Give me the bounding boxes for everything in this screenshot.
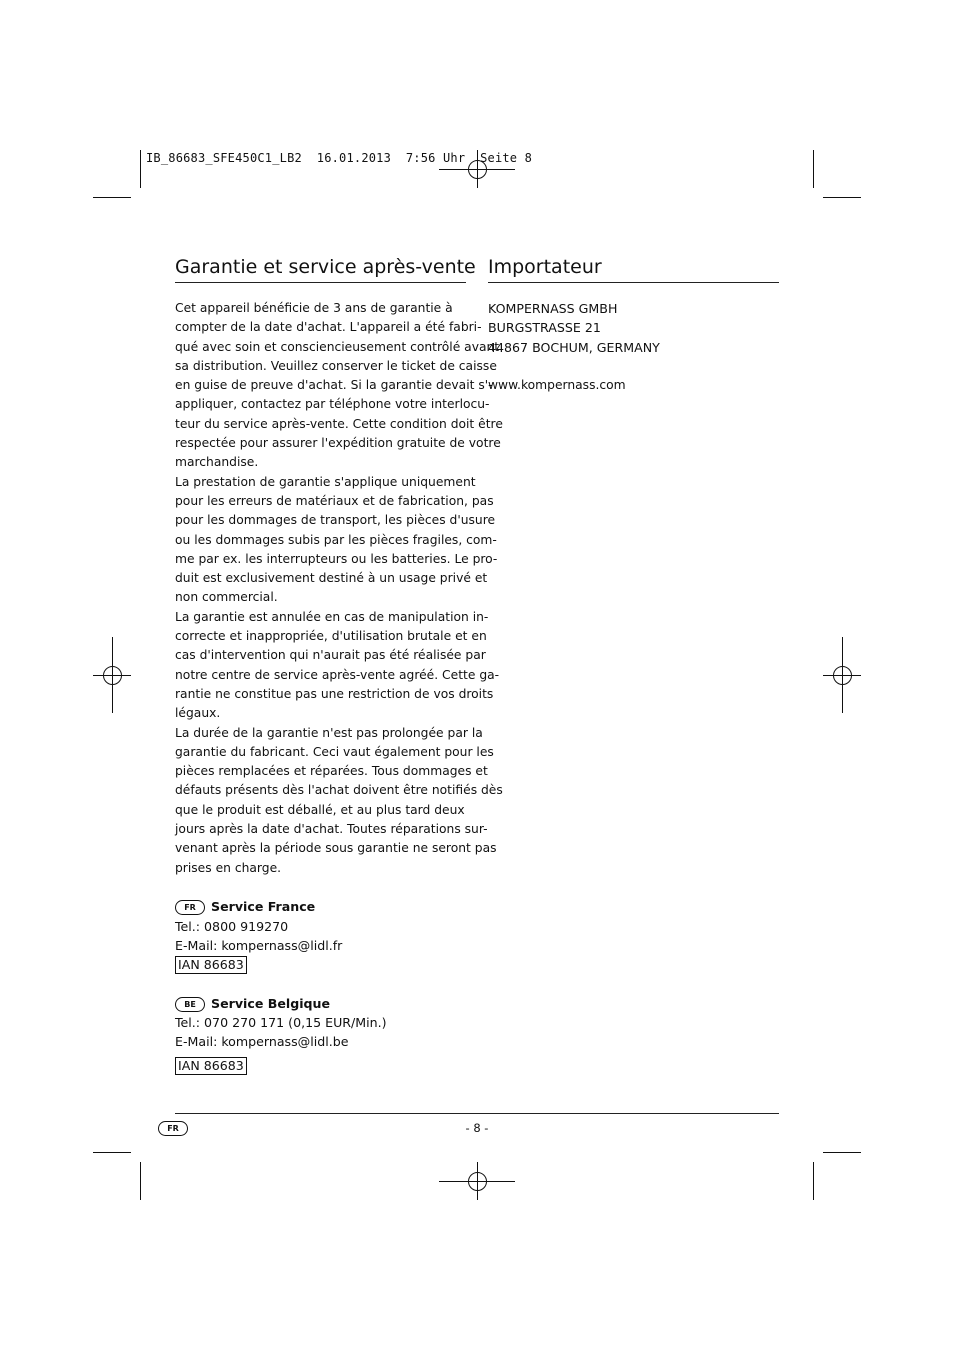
service-belgique-email: E-Mail: kompernass@lidl.be [175, 1034, 349, 1050]
warranty-line: en guise de preuve d'achat. Si la garantie devait s'- [175, 378, 493, 393]
warranty-line: que le produit est déballé, et au plus tard deux [175, 802, 465, 817]
warranty-line: légaux. [175, 706, 221, 721]
warranty-line: notre centre de service après-vente agréé. Cette ga- [175, 667, 500, 682]
warranty-line: me par ex. les interrupteurs ou les batteries. Le pro- [175, 551, 498, 566]
service-france-title: Service France [211, 899, 316, 915]
warranty-line: La durée de la garantie n'est pas prolongée par la [175, 725, 483, 740]
service-belgique-ian: IAN 86683 [175, 1057, 247, 1075]
importer-heading: Importateur [488, 254, 779, 283]
warranty-line: cas d'intervention qui n'aurait pas été réalisée par [175, 648, 486, 663]
warranty-line: prises en charge. [175, 860, 282, 875]
warranty-line: ou les dommages subis par les pièces fragiles, com- [175, 532, 497, 547]
warranty-line: sa distribution. Veuillez conserver le ticket de caisse [175, 358, 497, 373]
warranty-line: correcte et inappropriée, d'utilisation brutale et en [175, 629, 487, 644]
warranty-line: appliquer, contactez par téléphone votre interlocu- [175, 397, 490, 412]
warranty-line: qué avec soin et consciencieusement contrôlé avant [175, 339, 500, 354]
warranty-line: respectée pour assurer l'expédition gratuite de votre [175, 436, 501, 451]
warranty-line: La garantie est annulée en cas de manipulation in- [175, 609, 489, 624]
footer-rule [175, 1113, 779, 1114]
warranty-line: non commercial. [175, 590, 278, 605]
be-country-badge: BE [175, 997, 205, 1012]
service-france-tel: Tel.: 0800 919270 [175, 918, 289, 934]
print-slug-line: IB_86683_SFE450C1_LB2 16.01.2013 7:56 Uhr Seite 8 [146, 151, 533, 165]
warranty-line: pour les dommages de transport, les pièces d'usure [175, 513, 496, 528]
warranty-line: duit est exclusivement destiné à un usage privé et [175, 571, 488, 586]
warranty-heading: Garantie et service après-vente [175, 254, 466, 283]
service-france-email: E-Mail: kompernass@lidl.fr [175, 937, 343, 953]
warranty-line: compter de la date d'achat. L'appareil a été fabri- [175, 320, 482, 335]
warranty-line: garantie du fabricant. Ceci vaut également pour les [175, 744, 494, 759]
warranty-text [175, 299, 503, 878]
fr-country-badge: FR [175, 900, 205, 915]
service-belgique [175, 994, 466, 1075]
page-number: - 8 - [465, 1121, 489, 1135]
importer-column [488, 254, 779, 395]
importer-website: www.kompernass.com [488, 378, 626, 393]
warranty-line: venant après la période sous garantie ne seront pas [175, 841, 497, 856]
service-france-ian: IAN 86683 [175, 956, 247, 974]
service-france [175, 897, 466, 974]
warranty-line: défauts présents dès l'achat doivent être notifiés dès [175, 783, 503, 798]
service-belgique-tel: Tel.: 070 270 171 (0,15 EUR/Min.) [175, 1014, 387, 1030]
warranty-line: Cet appareil bénéficie de 3 ans de garantie à [175, 301, 453, 315]
warranty-column [175, 254, 503, 1075]
address-line: BURGSTRASSE 21 [488, 320, 601, 336]
warranty-line: La prestation de garantie s'applique uniquement [175, 474, 476, 489]
warranty-line: teur du service après-vente. Cette condition doit être [175, 416, 503, 431]
warranty-line: jours après la date d'achat. Toutes réparations sur- [175, 822, 488, 837]
warranty-line: marchandise. [175, 455, 259, 470]
service-belgique-title: Service Belgique [211, 995, 331, 1011]
warranty-line: pour les erreurs de matériaux et de fabrication, pas [175, 493, 494, 508]
warranty-line: rantie ne constitue pas une restriction de vos droits [175, 686, 494, 701]
address-line: 44867 BOCHUM, GERMANY [488, 339, 660, 355]
importer-address [488, 299, 779, 357]
warranty-line: pièces remplacées et réparées. Tous dommages et [175, 764, 488, 779]
footer-lang-badge: FR [158, 1121, 188, 1136]
address-line: KOMPERNASS GMBH [488, 301, 618, 316]
